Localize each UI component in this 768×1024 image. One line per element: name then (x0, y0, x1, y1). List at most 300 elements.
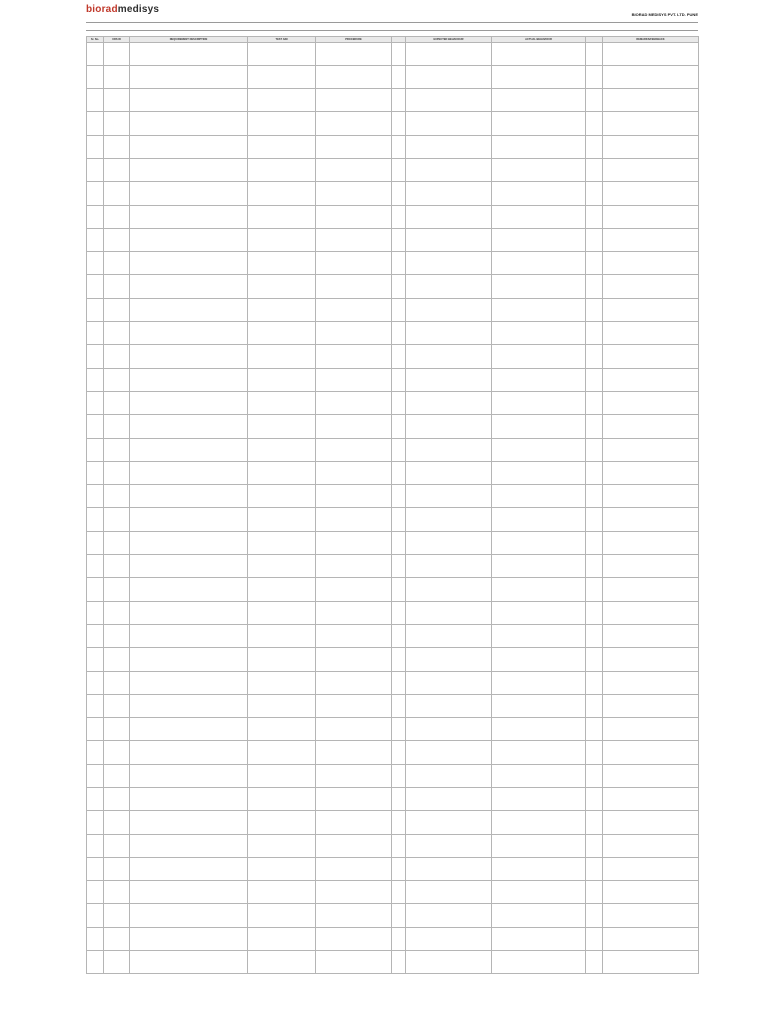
cell-remarks (603, 298, 699, 321)
cell-expected (406, 648, 492, 671)
cell-status (392, 391, 406, 414)
cell-requirement (130, 671, 248, 694)
cell-sno (87, 788, 104, 811)
cell-actual (492, 927, 586, 950)
cell-requirement (130, 764, 248, 787)
cell-remarks (603, 461, 699, 484)
cell-expected (406, 624, 492, 647)
cell-result (586, 718, 603, 741)
cell-test-aim (248, 275, 316, 298)
cell-result (586, 811, 603, 834)
cell-procedure (316, 671, 392, 694)
cell-procedure (316, 89, 392, 112)
cell-status (392, 741, 406, 764)
cell-id (104, 438, 130, 461)
cell-test-aim (248, 182, 316, 205)
cell-result (586, 834, 603, 857)
cell-expected (406, 182, 492, 205)
cell-status (392, 694, 406, 717)
cell-expected (406, 485, 492, 508)
cell-actual (492, 718, 586, 741)
cell-result (586, 228, 603, 251)
cell-procedure (316, 322, 392, 345)
cell-result (586, 461, 603, 484)
cell-result (586, 857, 603, 880)
cell-sno (87, 135, 104, 158)
table-row (87, 764, 699, 787)
table-row (87, 857, 699, 880)
cell-actual (492, 741, 586, 764)
cell-sno (87, 904, 104, 927)
cell-expected (406, 298, 492, 321)
cell-status (392, 322, 406, 345)
column-header-expected: EXPECTED BEHAVIOUR (406, 37, 492, 43)
cell-test-aim (248, 42, 316, 65)
cell-requirement (130, 857, 248, 880)
cell-result (586, 391, 603, 414)
cell-requirement (130, 578, 248, 601)
cell-requirement (130, 531, 248, 554)
cell-requirement (130, 811, 248, 834)
company-name: BIORAD MEDISYS PVT. LTD. PUNE (631, 12, 698, 17)
cell-requirement (130, 904, 248, 927)
cell-requirement (130, 555, 248, 578)
table-row (87, 741, 699, 764)
cell-procedure (316, 42, 392, 65)
cell-actual (492, 834, 586, 857)
cell-procedure (316, 624, 392, 647)
cell-requirement (130, 834, 248, 857)
cell-procedure (316, 578, 392, 601)
table-row (87, 648, 699, 671)
table-row (87, 531, 699, 554)
cell-test-aim (248, 834, 316, 857)
cell-test-aim (248, 112, 316, 135)
cell-remarks (603, 252, 699, 275)
cell-remarks (603, 531, 699, 554)
cell-id (104, 135, 130, 158)
cell-actual (492, 112, 586, 135)
cell-actual (492, 555, 586, 578)
cell-status (392, 228, 406, 251)
cell-result (586, 788, 603, 811)
cell-sno (87, 881, 104, 904)
cell-status (392, 485, 406, 508)
cell-id (104, 555, 130, 578)
cell-remarks (603, 112, 699, 135)
cell-test-aim (248, 694, 316, 717)
cell-procedure (316, 811, 392, 834)
cell-status (392, 927, 406, 950)
cell-status (392, 834, 406, 857)
cell-result (586, 927, 603, 950)
cell-remarks (603, 718, 699, 741)
cell-result (586, 648, 603, 671)
logo-mark: biorad (86, 4, 118, 15)
cell-id (104, 834, 130, 857)
cell-expected (406, 951, 492, 974)
cell-result (586, 298, 603, 321)
cell-sno (87, 415, 104, 438)
table-row (87, 438, 699, 461)
cell-expected (406, 741, 492, 764)
column-header-actual: ACTUAL BEHAVIOUR (492, 37, 586, 43)
cell-test-aim (248, 811, 316, 834)
cell-actual (492, 648, 586, 671)
cell-actual (492, 578, 586, 601)
cell-expected (406, 42, 492, 65)
cell-remarks (603, 624, 699, 647)
cell-sno (87, 694, 104, 717)
cell-expected (406, 228, 492, 251)
cell-test-aim (248, 135, 316, 158)
column-header-requirement: REQUIREMENT DESCRIPTION (130, 37, 248, 43)
cell-expected (406, 322, 492, 345)
cell-status (392, 648, 406, 671)
cell-remarks (603, 601, 699, 624)
cell-id (104, 857, 130, 880)
table-row (87, 252, 699, 275)
cell-requirement (130, 345, 248, 368)
cell-expected (406, 275, 492, 298)
cell-status (392, 951, 406, 974)
cell-requirement (130, 158, 248, 181)
cell-actual (492, 624, 586, 647)
cell-id (104, 112, 130, 135)
cell-test-aim (248, 228, 316, 251)
cell-sno (87, 857, 104, 880)
cell-expected (406, 857, 492, 880)
cell-expected (406, 904, 492, 927)
cell-id (104, 881, 130, 904)
cell-id (104, 298, 130, 321)
cell-procedure (316, 834, 392, 857)
cell-remarks (603, 881, 699, 904)
cell-result (586, 65, 603, 88)
cell-procedure (316, 764, 392, 787)
cell-expected (406, 555, 492, 578)
cell-remarks (603, 438, 699, 461)
table-row (87, 834, 699, 857)
cell-status (392, 298, 406, 321)
cell-result (586, 764, 603, 787)
cell-id (104, 951, 130, 974)
cell-actual (492, 65, 586, 88)
table-row (87, 578, 699, 601)
cell-test-aim (248, 718, 316, 741)
cell-actual (492, 671, 586, 694)
cell-test-aim (248, 89, 316, 112)
cell-status (392, 531, 406, 554)
cell-requirement (130, 391, 248, 414)
cell-procedure (316, 368, 392, 391)
cell-expected (406, 345, 492, 368)
cell-requirement (130, 648, 248, 671)
cell-procedure (316, 275, 392, 298)
cell-procedure (316, 694, 392, 717)
cell-result (586, 275, 603, 298)
cell-actual (492, 461, 586, 484)
cell-result (586, 601, 603, 624)
cell-test-aim (248, 158, 316, 181)
cell-id (104, 927, 130, 950)
cell-remarks (603, 158, 699, 181)
cell-expected (406, 764, 492, 787)
cell-result (586, 694, 603, 717)
table-row (87, 694, 699, 717)
cell-remarks (603, 415, 699, 438)
cell-requirement (130, 485, 248, 508)
cell-result (586, 368, 603, 391)
cell-expected (406, 135, 492, 158)
cell-status (392, 135, 406, 158)
cell-status (392, 205, 406, 228)
table-row (87, 904, 699, 927)
cell-status (392, 718, 406, 741)
requirements-table (86, 36, 699, 974)
cell-sno (87, 298, 104, 321)
table-row (87, 671, 699, 694)
cell-sno (87, 438, 104, 461)
cell-result (586, 671, 603, 694)
cell-sno (87, 601, 104, 624)
cell-result (586, 182, 603, 205)
cell-test-aim (248, 624, 316, 647)
cell-sno (87, 228, 104, 251)
cell-test-aim (248, 391, 316, 414)
cell-requirement (130, 275, 248, 298)
cell-actual (492, 485, 586, 508)
table-row (87, 298, 699, 321)
cell-requirement (130, 135, 248, 158)
cell-remarks (603, 228, 699, 251)
cell-id (104, 578, 130, 601)
cell-sno (87, 158, 104, 181)
cell-status (392, 252, 406, 275)
table-row (87, 112, 699, 135)
cell-result (586, 158, 603, 181)
cell-result (586, 555, 603, 578)
cell-remarks (603, 764, 699, 787)
cell-procedure (316, 112, 392, 135)
cell-status (392, 857, 406, 880)
cell-id (104, 508, 130, 531)
table-row (87, 415, 699, 438)
cell-test-aim (248, 788, 316, 811)
cell-expected (406, 508, 492, 531)
cell-procedure (316, 461, 392, 484)
cell-id (104, 764, 130, 787)
cell-requirement (130, 788, 248, 811)
cell-expected (406, 205, 492, 228)
company-logo (86, 4, 159, 15)
cell-procedure (316, 927, 392, 950)
cell-result (586, 415, 603, 438)
cell-expected (406, 578, 492, 601)
cell-procedure (316, 531, 392, 554)
table-row (87, 788, 699, 811)
cell-requirement (130, 65, 248, 88)
cell-actual (492, 182, 586, 205)
cell-id (104, 718, 130, 741)
cell-procedure (316, 135, 392, 158)
table-row (87, 182, 699, 205)
cell-requirement (130, 298, 248, 321)
cell-sno (87, 252, 104, 275)
cell-test-aim (248, 555, 316, 578)
cell-status (392, 182, 406, 205)
cell-sno (87, 927, 104, 950)
cell-actual (492, 205, 586, 228)
cell-procedure (316, 205, 392, 228)
cell-id (104, 228, 130, 251)
table-row (87, 65, 699, 88)
cell-remarks (603, 275, 699, 298)
table-row (87, 508, 699, 531)
cell-sno (87, 485, 104, 508)
cell-remarks (603, 671, 699, 694)
cell-expected (406, 89, 492, 112)
cell-expected (406, 461, 492, 484)
cell-requirement (130, 322, 248, 345)
cell-requirement (130, 415, 248, 438)
cell-test-aim (248, 298, 316, 321)
cell-sno (87, 65, 104, 88)
cell-id (104, 624, 130, 647)
cell-test-aim (248, 951, 316, 974)
cell-requirement (130, 718, 248, 741)
cell-test-aim (248, 345, 316, 368)
cell-test-aim (248, 485, 316, 508)
cell-actual (492, 694, 586, 717)
cell-result (586, 438, 603, 461)
table-row (87, 228, 699, 251)
cell-test-aim (248, 252, 316, 275)
cell-remarks (603, 904, 699, 927)
cell-actual (492, 252, 586, 275)
cell-expected (406, 158, 492, 181)
cell-result (586, 904, 603, 927)
cell-procedure (316, 158, 392, 181)
cell-procedure (316, 788, 392, 811)
table-row (87, 927, 699, 950)
cell-test-aim (248, 904, 316, 927)
cell-status (392, 438, 406, 461)
cell-requirement (130, 89, 248, 112)
cell-result (586, 951, 603, 974)
cell-requirement (130, 624, 248, 647)
cell-procedure (316, 601, 392, 624)
cell-test-aim (248, 764, 316, 787)
cell-remarks (603, 508, 699, 531)
cell-actual (492, 811, 586, 834)
cell-actual (492, 788, 586, 811)
cell-remarks (603, 811, 699, 834)
cell-procedure (316, 252, 392, 275)
cell-actual (492, 857, 586, 880)
cell-sno (87, 345, 104, 368)
cell-sno (87, 112, 104, 135)
cell-status (392, 461, 406, 484)
cell-id (104, 322, 130, 345)
cell-id (104, 415, 130, 438)
cell-sno (87, 391, 104, 414)
cell-actual (492, 951, 586, 974)
cell-id (104, 345, 130, 368)
cell-expected (406, 834, 492, 857)
cell-expected (406, 694, 492, 717)
column-header-test-aim: TEST AIM (248, 37, 316, 43)
cell-actual (492, 531, 586, 554)
cell-actual (492, 438, 586, 461)
cell-test-aim (248, 601, 316, 624)
cell-result (586, 881, 603, 904)
cell-requirement (130, 461, 248, 484)
cell-requirement (130, 205, 248, 228)
cell-procedure (316, 718, 392, 741)
cell-actual (492, 368, 586, 391)
cell-expected (406, 438, 492, 461)
cell-status (392, 65, 406, 88)
cell-remarks (603, 555, 699, 578)
cell-test-aim (248, 927, 316, 950)
cell-actual (492, 881, 586, 904)
cell-id (104, 89, 130, 112)
cell-expected (406, 601, 492, 624)
cell-requirement (130, 112, 248, 135)
column-header-sno: Sr. No. (87, 37, 104, 43)
cell-test-aim (248, 857, 316, 880)
cell-remarks (603, 205, 699, 228)
cell-id (104, 531, 130, 554)
cell-id (104, 811, 130, 834)
cell-remarks (603, 648, 699, 671)
cell-test-aim (248, 65, 316, 88)
cell-procedure (316, 904, 392, 927)
cell-requirement (130, 741, 248, 764)
cell-remarks (603, 741, 699, 764)
cell-remarks (603, 135, 699, 158)
cell-test-aim (248, 415, 316, 438)
cell-expected (406, 881, 492, 904)
cell-expected (406, 415, 492, 438)
cell-actual (492, 322, 586, 345)
table-row (87, 951, 699, 974)
cell-id (104, 275, 130, 298)
cell-requirement (130, 252, 248, 275)
cell-actual (492, 298, 586, 321)
cell-remarks (603, 788, 699, 811)
cell-test-aim (248, 671, 316, 694)
cell-remarks (603, 65, 699, 88)
cell-result (586, 42, 603, 65)
cell-sno (87, 42, 104, 65)
column-header-remarks: REMARKS/FEEDBACK (603, 37, 699, 43)
cell-expected (406, 112, 492, 135)
cell-actual (492, 345, 586, 368)
cell-sno (87, 671, 104, 694)
cell-sno (87, 624, 104, 647)
cell-result (586, 112, 603, 135)
cell-remarks (603, 182, 699, 205)
logo-wordmark: medisys (117, 4, 160, 15)
cell-test-aim (248, 578, 316, 601)
cell-expected (406, 252, 492, 275)
cell-sno (87, 89, 104, 112)
cell-status (392, 112, 406, 135)
table-body (87, 42, 699, 974)
cell-test-aim (248, 368, 316, 391)
